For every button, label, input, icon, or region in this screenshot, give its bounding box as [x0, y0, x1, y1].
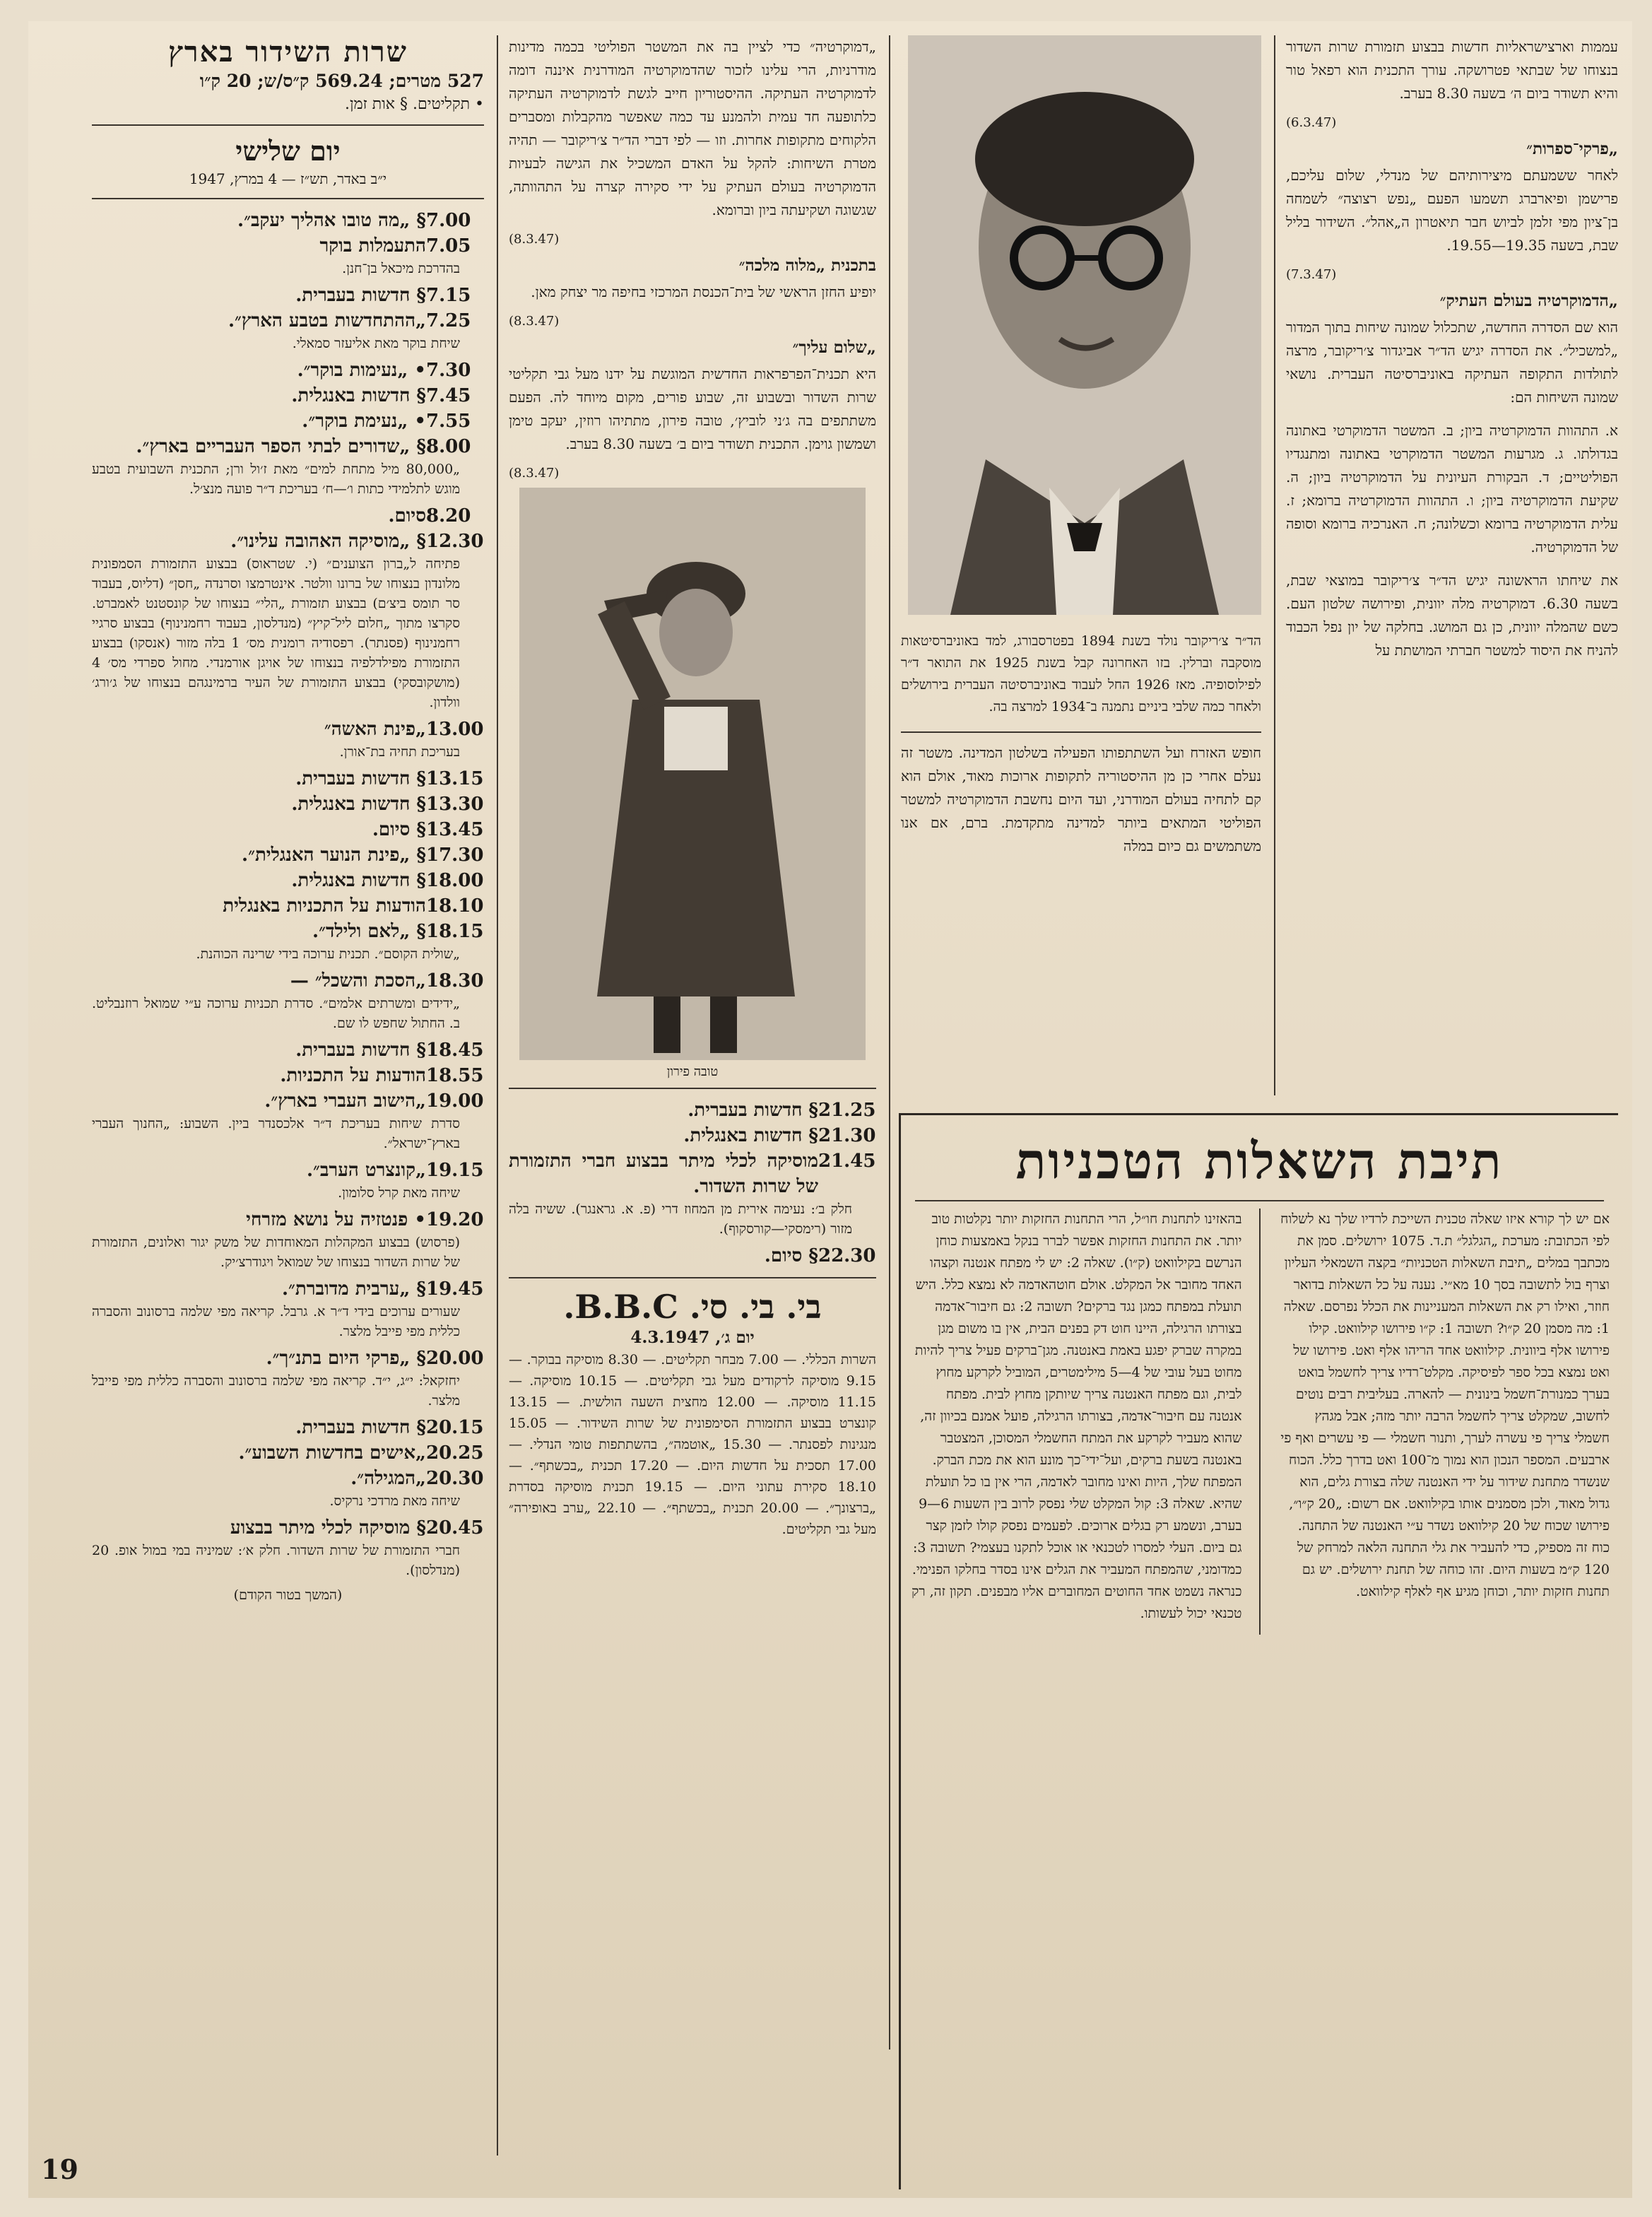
shalom-date: (8.3.47)	[509, 466, 560, 481]
program-title: § חדשות בעברית.	[295, 768, 426, 789]
portrait-caption: הד״ר צ׳ריקובר נולד בשנת 1894 בפטרסבורג, למד באוניברסיטאות מוסקבה וברלין. בזו האחרונה קבל בשנת 1925 את התואר ד״ר לפילוסופיה. מאז 1926 החל לעבוד באוניברסיטה העברית בירושלים ולאחר כמה שלבי ביניים נתמנה ב־1934 למרצה בה.	[901, 633, 1261, 715]
program-title: § סיום.	[372, 819, 426, 840]
column-divider	[1274, 35, 1275, 1095]
bbc-heading: בי. בי. סי. B.B.C.	[563, 1288, 822, 1326]
program-title: • פנטזיה על נושא מזרחי	[246, 1209, 426, 1230]
program-title: „קונצרט הערב״.	[306, 1160, 426, 1181]
divider-line	[915, 1200, 1604, 1201]
program-entry	[92, 1415, 484, 1440]
program-description: (פרסוש) בבצוע המקהלות המאוחדות של משק יגור ואלונים, התזמורת של שרות השדור בנצוחו של שמואל ויגודרצ׳יק.	[92, 1235, 460, 1270]
program-time: 13.30	[426, 794, 484, 815]
tech-questions-box	[899, 1113, 1618, 2189]
program-time: 7.55	[426, 411, 471, 432]
program-time: 20.45	[426, 1517, 484, 1539]
program-entry	[509, 1123, 876, 1148]
program-entry	[92, 792, 484, 817]
shalom-heading: „שלום עליך״	[792, 338, 876, 357]
program-entry	[509, 1243, 876, 1269]
program-entry	[92, 1346, 484, 1371]
divider-line	[92, 198, 484, 199]
program-entry	[92, 1440, 484, 1466]
program-title: סיום.	[388, 505, 426, 527]
program-time: 20.30	[426, 1468, 484, 1489]
sifrut-paragraph: לאחר ששמעתם מיצירותיהם של מנדלי, שלום עליכם, פרישמן ופיארברג תשמעו הפעם „נפש רצוצה״ לשמחה בן־ציון מפי זלמן לביוש חבר תיאטרון ה„אהל״. השידור בליל שבת, בשעה 19.35—19.55.	[1286, 167, 1618, 254]
program-title: § „לאם ולילד״.	[312, 921, 426, 942]
tech-column-right: אם יש לך קורא איזו שאלה טכנית השייכת לרדיו שלך נא לשלוח לפי הכתובת: מערכת „הגלגל״ ת.ד. 1075 ירושלים. סמן את מכתבך במלים „תיבת השאלות הטכניות״ בקצה השמאלי העליון וצרף בול לתשובה בסך 10 מא״י. נענה על כל השאלות בדואר חוזר, ואילו רק את השאלות המעניינות את הכלל נפרסם. שאלה 1: מה מסמן 20 ק״ו? תשובה 1: ק״ו פירושו קילוואט. קילו פירושו אלף ביוונית. קילוואט אחד הריהו אלף ואט. פירושו של ואט נמצא בכל ספר לפיסיקה. מקלט־רדיו צריך לחשמל בואט בערך כמנורת־חשמל בינונית — להארה. בעליבית רבים נוטים לחשוב, שמקלט צריך לחשמל הרבה יותר מזה; אבל מגהץ חשמלי צריך פי עשרה לערך, ותנור חשמלי — פי עשרים ואף פי ארבעים. המספר הנכון הוא נמוך מ־100 ואט בדרך כלל. הכוח שנשדר מתחנת שידור על ידי האנטנה שלה בצורת גלים, הוא גדול מאוד, ולכן מסמנים אותו בקילוואט. אם רשום: „20 ק״ו״, פירושו שכוח של 20 קילוואט נשדר ע״י האנטנה של התחנה. כוח זה מספיק, כדי להעביר את גלי התחנה הלאה למרחק של 120 ק״מ בשעות היום. זהו כוחה של תחנת ירושלים. יש גם תחנות חזקות יותר, וכוחן מגיע אף לאלף קילוואט.	[1280, 1211, 1610, 1599]
bbc-schedule: השרות הכללי. — 7.00 מבחר תקליטים. — 8.30 מוסיקה בבוקר. — 9.15 מוסיקה לרקודים מעל גבי תקליטים. — 10.15 מוסיקה. — 11.15 מוסיקה. — 12.00 מחצית השעה הולשית. — 13.15 קונצרט בבצוע התזמורת הסימפונית של שרות השידור. — 15.05 מנגינות לפסנתר. — 15.30 „אוטמה״, בהשתתפות טומי הנדלי. — 17.00 תסכית על חדשות היום. — 17.20 תכנית „בכשתף״. — 18.10 סקירת עתוני היום. — 19.15 תכנית מוסיקה בסדרת „ברצונך״. — 20.00 תכנית „בכשתף״. — 22.10 „ערב באופירה״ מעל גבי תקליטים.	[509, 1352, 876, 1537]
program-title: § חדשות בעברית.	[295, 1040, 426, 1061]
program-entry	[92, 1088, 484, 1114]
melave-date: (8.3.47)	[509, 314, 560, 329]
bbc-date: יום ג׳, 4.3.1947	[630, 1328, 755, 1347]
program-title: „הישוב העברי בארץ״.	[264, 1090, 426, 1112]
program-time: 21.30	[818, 1125, 876, 1146]
program-title: הודעות על התכניות באנגלית	[223, 895, 426, 917]
program-entry	[92, 1037, 484, 1063]
program-time: 21.45	[818, 1151, 876, 1172]
program-title: „אישים בחדשות השבוע״.	[238, 1442, 426, 1464]
program-description: שיחה מאת קרל סלומון.	[338, 1185, 460, 1201]
singer-caption: טובה פירון	[666, 1064, 719, 1079]
program-description: שיחת בוקר מאת אליעזר סמאלי.	[292, 336, 460, 351]
program-entry	[92, 383, 484, 408]
program-description: סדרת שיחות בעריכת ד״ר אלכסנדר ביין. השבוע: „החנוך העברי בארץ־ישראל״.	[92, 1116, 460, 1151]
program-entry	[92, 1276, 484, 1302]
melave-paragraph: יופיע החזן הראשי של בית־הכנסת המרכזי בחיפה מר יצחק מאן.	[531, 283, 876, 300]
program-time: 19.15	[426, 1160, 484, 1181]
program-title: § סיום.	[764, 1245, 818, 1266]
program-description: חלק ב׳: נעימה אירית מן המחוז דרי (פ. א. גראנגר). ששיה בלה מזור (רימסקי—קורסקוף).	[509, 1201, 852, 1237]
program-entry	[92, 868, 484, 893]
program-entry	[92, 766, 484, 792]
divider-line	[509, 1277, 876, 1278]
program-entry	[92, 968, 484, 994]
program-description: „שולית הקוסם״. תכנית ערוכה בידי שרינה הכוהנת.	[196, 946, 460, 962]
program-time: 18.55	[426, 1065, 484, 1086]
intro-paragraph: עממות וארצישראליות חדשות בבצוע תזמורת שרות השדור בנצוחו של שבתאי פטרושקה. עורך התכנית הוא רפאל טור והיא תשודר ביום ה׳ בשעה 8.30 בערב.	[1286, 38, 1618, 102]
column-portrait	[901, 35, 1261, 868]
program-entry	[92, 817, 484, 842]
program-list	[92, 208, 484, 1580]
program-time: 18.10	[426, 895, 484, 917]
intro-date: (6.3.47)	[1286, 115, 1337, 130]
column-divider	[889, 35, 890, 2050]
program-title: התעמלות בוקר	[319, 235, 426, 257]
program-title: מוסיקה לכלי מיתר בבצוע חברי התזמורת של שרות השדור.	[509, 1151, 818, 1197]
column-features	[509, 35, 876, 1550]
program-title: § „פרקי היום בתנ״ך״.	[266, 1348, 426, 1369]
program-title: • „נעימת בוקר״.	[302, 411, 426, 432]
program-entry	[509, 1148, 876, 1199]
tech-box-title: תיבת השאלות הטכניות	[1015, 1131, 1504, 1190]
program-title: „פינת האשה״	[324, 719, 426, 740]
program-time: 18.15	[426, 921, 484, 942]
program-title: § „ערבית מדוברת״.	[281, 1278, 426, 1300]
program-description: בעריכת תחיה בת־אורן.	[339, 744, 460, 760]
program-entry	[92, 1063, 484, 1088]
program-entry	[509, 1098, 876, 1123]
program-time: 7.30	[426, 360, 471, 381]
program-title: § חדשות בעברית.	[688, 1100, 818, 1121]
program-title: הודעות על התכניות.	[280, 1065, 426, 1086]
tech-column-left: בהאזינו לתחנות חו״ל, הרי התחנות החזקות יותר נקלטות טוב יותר. את התחנות החזקות אפשר לברר בנקל באמצעות כוחן הנרשם בקילוואט (ק״ו). שאלה 2: יש לי מפתח אנטנה וקצהו האחד מחובר אל המקלט. אולם חוטהאדמה לא נמצא כלל. היש תועלת במפתח כמגן נגד ברקים? תשובה 2: גם חיבור־אדמה בצורתו הרגילה, היינו חוט דק בפנים הבית, אין בו משום מגן במקרה שברק יפגע באמת באנטנה. מגן־ברקים פעיל צריך להיות מחוט בעל עובי של 4—5 מילימטרים, המוביל לקרקע מחוץ לבית, וגם מפתח האנטנה צריך שיותקן מחוץ לבית. מפתח אנטנה עם חיבור־אדמה, בצורתו הרגילה, פועל אמנם בכיוון זה, שהוא מעביר לקרקע את המתח החשמלי המסוכן, המצטבר באנטנה בשעת ברקים, ועל־ידי־כך מונע הוא את מכת הברק. המפתח שלך, היות ואינו מחובר לאדמה, הרי אין בו כל תועלת שהיא. שאלה 3: קול המקלט שלי נפסק לרוב בין השעות 6—9 בערב, ונשמע רק בגלים ארוכים. לפעמים נפסק קולו לזמן קצר גם ביום. העלי למסרו לטכנאי או אוכל לתקנו בעצמי? תשובה 3: כמדומני, שהמפתח המעביר את הגלים אינו בסדר בחלקו הפנימי. כנראה נשמט אחד החוטים המחוברים אליו מבפנים. תקון זה, רק טכנאי יכול לעשותו.	[911, 1211, 1242, 1621]
program-time: 21.25	[818, 1100, 876, 1121]
program-entry	[92, 1466, 484, 1491]
singer-image	[519, 488, 866, 1060]
divider-line	[92, 124, 484, 126]
program-entry	[92, 717, 484, 742]
program-time: 13.00	[426, 719, 484, 740]
program-title: § „מוסיקה האהובה עלינו״.	[230, 531, 426, 552]
program-entry	[92, 308, 484, 334]
program-title: § חדשות באנגלית.	[291, 870, 426, 891]
democracy-topics: א. התהוות הדמוקרטיה ביון; ב. המשטר הדמוקרטי באתונה בגדולתו. ג. מגרעות המשטר הדמוקרטי באתונה ומתנגדיו הפוליטיים; ד. הבקורת העיונית על הדמוקרטיה ביון; ה. שקיעת הדמוקרטיה ביון; ו. התהוות הדמוקרטיה ברומא; ז. עלית הדמוקרטיה ברומא וכשלונה; ח. האנרכיה ברומא וסופה של הדמוקרטיה.	[1286, 422, 1619, 555]
program-time: 19.45	[426, 1278, 484, 1300]
program-title: § חדשות באנגלית.	[683, 1125, 818, 1146]
program-title: § „מה טובו אהליך יעקב״.	[237, 210, 426, 231]
program-time: 7.00	[426, 210, 471, 231]
democracy-continued-text: „דמוקרטיה״ כדי לציין בה את המשטר הפוליטי בכמה מדינות מודרניות, הרי עלינו לזכור שהדמוקרטיה המודרנית איננה דומה לדמוקרטיה העתיקה. ההיסטוריון חייב לגשת לדמוקרטיה העתיקה כלתופעה חד עמית ולהמנע עד כמה שאפשר מהקבלות ומסברים הלקוחים מתקופות אחרות. וזו — לפי דברי הד״ר צ׳ריקובר — תהיה מטרת השיחות: להקל על האדם המשכיל את הגישה לבעיות הדמוקרטיה בעולם העתיק על ידי סקירה קצרה על התהוותה, שגשוגה ושקיעתה ביון וברומא.	[509, 38, 876, 218]
program-title: „הסכת והשכל״ —	[290, 970, 426, 992]
continued-note: (המשך בטור הקודם)	[233, 1587, 343, 1603]
program-entry	[92, 529, 484, 554]
program-entry	[92, 842, 484, 868]
program-time: 7.15	[426, 285, 471, 306]
program-time: 13.15	[426, 768, 484, 789]
program-title: § חדשות באנגלית.	[291, 385, 426, 406]
program-time: 12.30	[426, 531, 484, 552]
portrait-photo	[908, 35, 1261, 615]
program-title: § מוסיקה לכלי מיתר בבצוע	[230, 1517, 426, 1539]
program-entry	[92, 358, 484, 383]
portrait-image	[908, 35, 1261, 615]
program-title: § „שדורים לבתי הספר העבריים בארץ״.	[136, 436, 426, 457]
divider-line	[901, 731, 1261, 733]
democracy-date: (8.3.47)	[509, 232, 560, 247]
tech-columns	[901, 1209, 1618, 1635]
program-description: שעורים ערוכים בידי ד״ר א. גרבל. קריאה מפי שלמה ברסונוב והסברה כללית מפי פייבל מלצר.	[92, 1304, 460, 1339]
program-title: § חדשות בעברית.	[295, 1417, 426, 1438]
program-time: 7.05	[426, 235, 471, 257]
day-date: י״ב באדר, תש״ז — 4 במרץ, 1947	[189, 170, 387, 187]
democracy-first-talk: את שיחתו הראשונה יגיש הד״ר צ׳ריקובר במוצאי שבת, בשעה 6.30. דמוקרטיה מלה יוונית, ופירושה שלטון העם. כשם שהמלה יוונית, כן גם המושג. בחלקה של יון נפל הכבוד להניח את היסוד למשטר חברתי המושתת על	[1286, 572, 1618, 659]
program-time: 18.00	[426, 870, 484, 891]
column-schedule	[92, 35, 484, 1604]
program-time: 7.25	[426, 310, 471, 331]
program-entry	[92, 1515, 484, 1541]
program-time: 19.00	[426, 1090, 484, 1112]
program-description: „ידידים ומשרתים אלמים״. סדרת תכניות ערוכה ע״י שמואל רוזנבליט. ב. החתול שחפש לו שם.	[92, 996, 460, 1031]
station-title: שרות השידור בארץ	[168, 35, 408, 69]
singer-photo	[519, 488, 866, 1060]
democracy-paragraph: הוא שם הסדרה החדשה, שתכלול שמונה שיחות בתוך המדור „למשכיל״. את הסדרה יגיש הד״ר אביגדור צ׳ריקובר, מרצה לתולדות התקופה העתיקה באוניברסיטה העברית. נושאי שמונה השיחות הם:	[1286, 319, 1618, 406]
sifrut-heading: „פרקי־ספרות״	[1526, 139, 1618, 158]
program-description: יחזקאל: י״ג, י״ד. קריאה מפי שלמה ברסונוב והסברה כללית מפי פייבל מלצר.	[92, 1373, 460, 1409]
station-frequency: 527 מטרים; 569.24 ק״ס/ש; 20 ק״ו	[199, 71, 484, 91]
program-time: 8.20	[426, 505, 471, 527]
column-announcements	[1286, 35, 1618, 672]
symbol-legend: • תקליטים. § אות זמן.	[344, 95, 484, 113]
shalom-paragraph: היא תכנית־הפרפראות החדשית המוגשת על ידנו מעל גבי תקליטי שרות השדור ובשבוע זה, שבוע פורים, מקום מיוחד לה. הפעם משתתפים בה ג׳ני לוביץ׳, טובה פירון, מתתיהו רוזין, יעקב טימן ושמשון גוימן. התכנית תשודר ביום ב׳ בשעה 8.30 בערב.	[509, 365, 876, 452]
page-number: 19	[41, 2153, 78, 2185]
program-title: § חדשות בעברית.	[295, 285, 426, 306]
late-program-list	[509, 1098, 876, 1269]
program-entry	[92, 208, 484, 233]
program-entry	[92, 1158, 484, 1183]
program-time: 19.20	[426, 1209, 484, 1230]
program-time: 20.25	[426, 1442, 484, 1464]
program-description: חברי התזמורת של שרות השדור. חלק א׳: שמיניה במי במול אופ. 20 (מנדלסון).	[92, 1543, 460, 1578]
program-title: • „נעימות בוקר״.	[297, 360, 426, 381]
program-title: § חדשות באנגלית.	[291, 794, 426, 815]
democracy-heading: „הדמוקרטיה בעולם העתיק״	[1439, 291, 1618, 310]
program-description: פתיחה ל„ברון הצוענים״ (י. שטראוס) בבצוע התזמורת הסמפונית מלונדון בנצוחו של ברונו וולטר. אינטרמצו וסרנדה „חסן״ (דליוס, בעבוד סר תומס ביצ׳ם) בבצוע תזמורת „הלי״ בנצוחו של קונסטנט לאמברט. סקרצו מתוך „חלום ליל־קיץ״ (מנדלסון, בעבוד רחמנינוף) בבצוע סרגיי רחמנינוף (פסנתר). רפסודיה רומנית מס׳ 1 בלה מזור (אנסקו) בבצוע התזמורת מפילדלפיה בנצוחו של אויגן אורמנדי. מחול ספרדי מס׳ 4 (מושקובסקי) בבצוע התזמורת של העיר ברמינגהם בנצוחו של ג׳ורג׳ וולדון.	[92, 556, 460, 710]
program-time: 17.30	[426, 845, 484, 866]
program-title: § „פינת הנוער האנגלית״.	[242, 845, 426, 866]
program-entry	[92, 233, 484, 259]
melave-heading: בתכנית „מלוה מלכה״	[738, 256, 876, 275]
divider-line	[509, 1088, 876, 1089]
program-description: בהדרכת מיכאל בן־חנן.	[342, 261, 460, 276]
program-time: 18.30	[426, 970, 484, 992]
program-entry	[92, 503, 484, 529]
program-time: 18.45	[426, 1040, 484, 1061]
program-time: 20.15	[426, 1417, 484, 1438]
program-time: 20.00	[426, 1348, 484, 1369]
program-title: „המגילה״.	[350, 1468, 426, 1489]
program-description: „80,000 מיל מתחת למים״ מאת ז׳ול ורן; התכנית השבועית בטבע מוגש לתלמידי כתות ו׳—ח׳ בעריכת ד״ר פועה מנצ׳ל.	[92, 461, 460, 497]
program-time: 7.45	[426, 385, 471, 406]
democracy-continued: חופש האזרח ועל השתתפותו הפעילה בשלטון המדינה. משטר זה נעלם אחרי כן מן ההיסטוריה לתקופות ארוכות מאוד, אולם הוא קם לתחיה בעולם המודרני, ועד היום נחשבת הדמוקרטיה למשטר הפוליטי המתאים ביותר למדינה מתקדמת. ברם, אם אנו משתמשים גם כיום במלה	[901, 744, 1261, 854]
day-title: יום שלישי	[235, 135, 341, 167]
column-divider	[1259, 1209, 1261, 1635]
program-description: שיחה מאת מרדכי נרקיס.	[329, 1493, 460, 1509]
program-time: 13.45	[426, 819, 484, 840]
magazine-page	[28, 21, 1632, 2198]
program-entry	[92, 283, 484, 308]
sifrut-date: (7.3.47)	[1286, 267, 1337, 282]
program-entry	[92, 408, 484, 434]
program-entry	[92, 919, 484, 944]
program-time: 22.30	[818, 1245, 876, 1266]
program-title: „ההתחדשות בטבע הארץ״.	[228, 310, 426, 331]
program-entry	[92, 893, 484, 919]
column-divider	[497, 35, 498, 2156]
program-time: 8.00	[426, 436, 471, 457]
program-entry	[92, 1207, 484, 1233]
program-entry	[92, 434, 484, 459]
